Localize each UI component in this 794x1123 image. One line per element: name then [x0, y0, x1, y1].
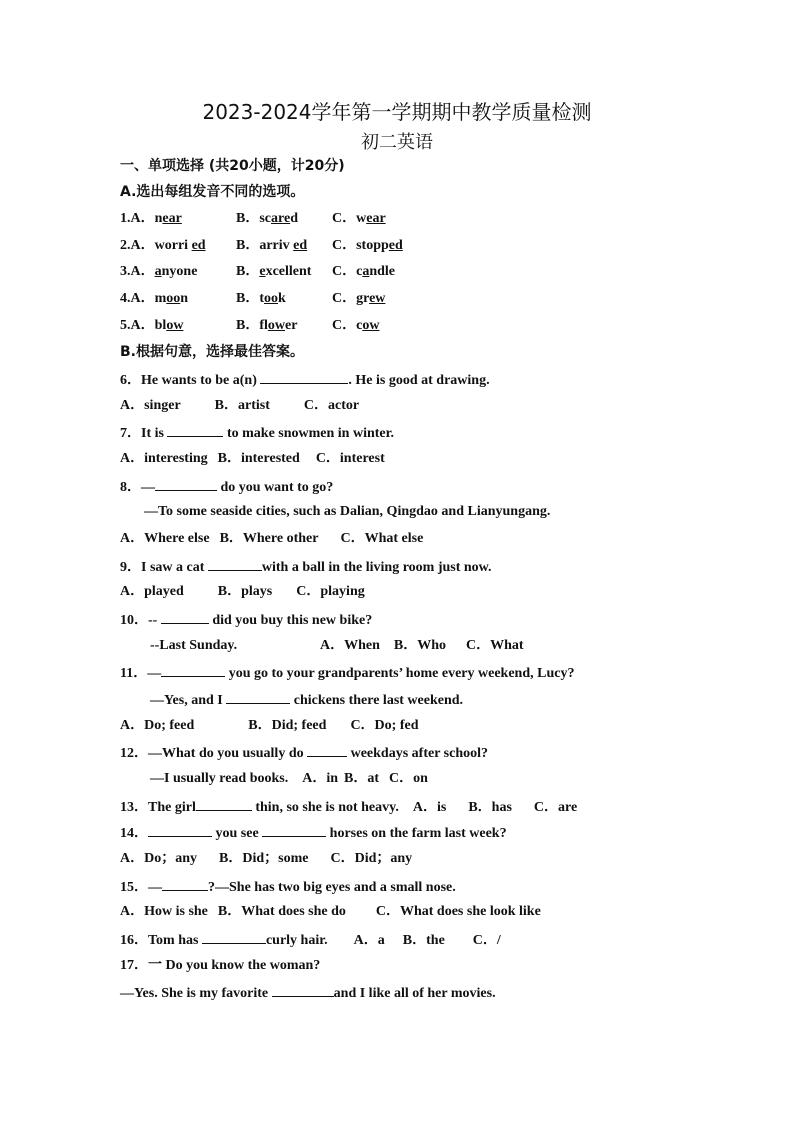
phonetic-option: B．flower	[236, 318, 298, 333]
question-10-reply: --Last Sunday.	[150, 638, 238, 653]
phonetic-option: B．took	[236, 291, 286, 306]
question-14-options: A．Do；any B．Did；some C．Did；any	[120, 851, 413, 866]
question-16: 16．Tom has curly hair. A．a B．the C．/	[120, 930, 501, 950]
underlined-sound: ed	[293, 238, 308, 253]
question-12-reply: —I usually read books. A．in B．at C．on	[150, 771, 428, 786]
underlined-sound: are	[271, 211, 291, 226]
phonetic-option: C．grew	[332, 291, 386, 306]
underlined-sound: ow	[166, 318, 184, 333]
part-a-heading: A.选出每组发音不同的选项。	[120, 184, 305, 200]
underlined-sound: a	[154, 264, 162, 279]
phonetic-option: 2.A．worri ed	[120, 238, 206, 253]
blank	[196, 797, 252, 811]
question-11-reply: —Yes, and I chickens there last weekend.	[150, 690, 463, 710]
phonetic-option: B．excellent	[236, 264, 312, 279]
page-title: 2023-2024学年第一学期期中教学质量检测	[202, 100, 592, 124]
blank	[262, 823, 326, 837]
question-11-options: A．Do; feed B．Did; feed C．Do; fed	[120, 718, 419, 733]
phonetic-option: 3.A．anyone	[120, 264, 198, 279]
blank	[202, 930, 266, 944]
part-b-heading: B.根据句意，选择最佳答案。	[120, 344, 304, 360]
underlined-sound: ew	[369, 291, 386, 306]
question-10: 10．-- did you buy this new bike?	[120, 610, 372, 630]
underlined-sound: ow	[267, 318, 286, 333]
blank	[155, 477, 217, 491]
blank	[167, 423, 223, 437]
underlined-sound: ear	[366, 211, 386, 226]
phonetic-option: C．candle	[332, 264, 396, 279]
blank	[161, 663, 225, 677]
blank	[272, 983, 334, 997]
question-11: 11．— you go to your grandparents’ home every weekend, Lucy?	[120, 663, 574, 683]
blank	[226, 690, 290, 704]
blank	[208, 557, 262, 571]
question-13: 13．The girl thin, so she is not heavy. A．is B．has C．are	[120, 797, 577, 817]
blank	[148, 823, 212, 837]
question-6: 6．He wants to be a(n) . He is good at drawing.	[120, 370, 490, 390]
underlined-sound: ear	[162, 211, 182, 226]
question-15-options: A．How is she B．What does she do C．What does she look like	[120, 904, 541, 919]
phonetic-option: C．cow	[332, 318, 380, 333]
underlined-sound: ed	[388, 238, 403, 253]
phonetic-option: B．scared	[236, 211, 298, 226]
question-8-reply: —To some seaside cities, such as Dalian, Qingdao and Lianyungang.	[144, 504, 551, 519]
phonetic-option: C．wear	[332, 211, 386, 226]
blank	[307, 743, 347, 757]
blank	[162, 877, 208, 891]
blank	[260, 370, 348, 384]
question-8: 8．— do you want to go?	[120, 477, 333, 497]
question-15: 15．— ?—She has two big eyes and a small nose.	[120, 877, 456, 897]
blank	[161, 610, 209, 624]
question-9-options: A．played B．plays C．playing	[120, 584, 365, 599]
underlined-sound: oo	[166, 291, 181, 306]
question-7: 7．It is to make snowmen in winter.	[120, 423, 394, 443]
page-subtitle: 初二英语	[361, 132, 433, 153]
underlined-sound: ed	[191, 238, 206, 253]
question-6-options: A．singer B．artist C．actor	[120, 398, 360, 413]
question-8-options: A．Where else B．Where other C．What else	[120, 531, 424, 546]
underlined-sound: e	[259, 264, 266, 279]
question-7-options: A．interesting B．interested C．interest	[120, 451, 385, 466]
phonetic-option: 5.A．blow	[120, 318, 184, 333]
question-17: 17．一 Do you know the woman?	[120, 958, 321, 973]
section-heading: 一、单项选择 (共20小题，计20分)	[120, 158, 345, 174]
underlined-sound: oo	[264, 291, 278, 306]
question-9: 9．I saw a cat with a ball in the living room just now.	[120, 557, 492, 577]
question-17-reply: —Yes. She is my favorite and I like all of her movies.	[120, 983, 496, 1003]
phonetic-option: 4.A．moon	[120, 291, 189, 306]
underlined-sound: a	[362, 264, 370, 279]
phonetic-option: 1.A．near	[120, 211, 182, 226]
question-14: 14． you see horses on the farm last week?	[120, 823, 507, 843]
phonetic-option: B．arriv ed	[236, 238, 308, 253]
phonetic-option: C．stopped	[332, 238, 403, 253]
question-10-options: A．When B．Who C．What	[320, 638, 524, 653]
question-12: 12．—What do you usually do weekdays after school?	[120, 743, 488, 763]
underlined-sound: ow	[362, 318, 380, 333]
